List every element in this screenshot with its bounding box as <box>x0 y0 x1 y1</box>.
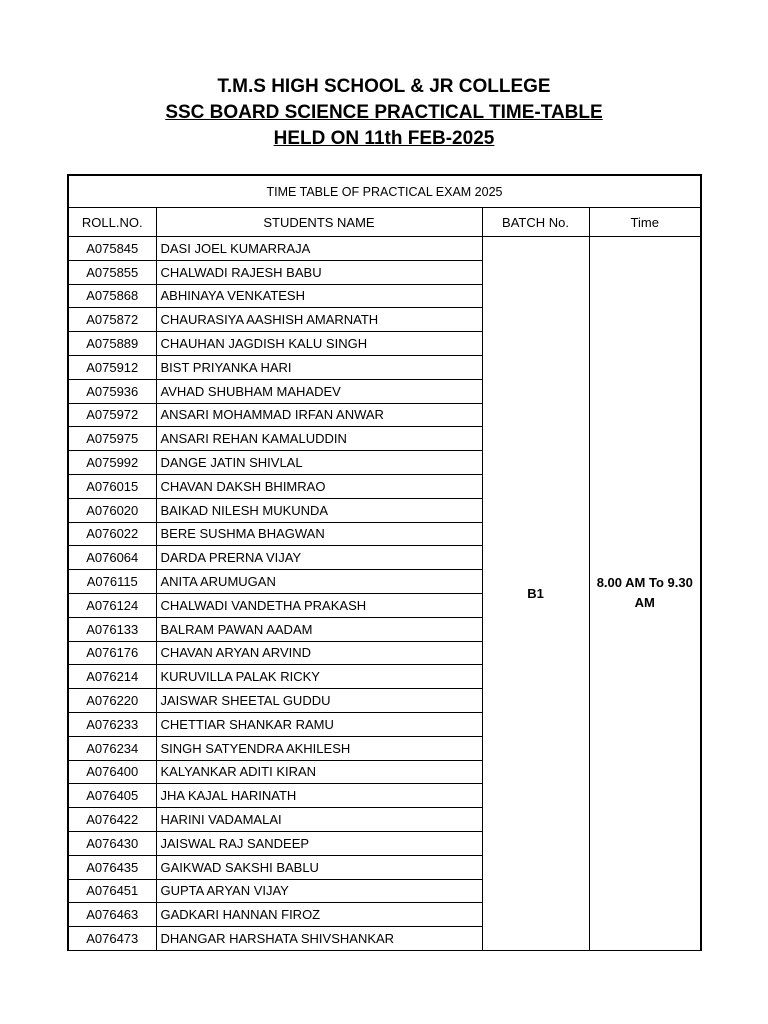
column-header-roll: ROLL.NO. <box>68 208 156 237</box>
student-name-cell: GAIKWAD SAKSHI BABLU <box>156 855 482 879</box>
roll-number-cell: A076405 <box>68 784 156 808</box>
roll-number-cell: A075868 <box>68 284 156 308</box>
roll-number-cell: A076133 <box>68 617 156 641</box>
student-name-cell: BALRAM PAWAN AADAM <box>156 617 482 641</box>
roll-number-cell: A076234 <box>68 736 156 760</box>
student-name-cell: JHA KAJAL HARINATH <box>156 784 482 808</box>
student-name-cell: ANITA ARUMUGAN <box>156 570 482 594</box>
student-name-cell: DASI JOEL KUMARRAJA <box>156 237 482 261</box>
roll-number-cell: A075889 <box>68 332 156 356</box>
roll-number-cell: A075936 <box>68 379 156 403</box>
student-name-cell: KURUVILLA PALAK RICKY <box>156 665 482 689</box>
student-name-cell: JAISWAR SHEETAL GUDDU <box>156 689 482 713</box>
student-name-cell: GUPTA ARYAN VIJAY <box>156 879 482 903</box>
document-header <box>0 74 768 152</box>
roll-number-cell: A076176 <box>68 641 156 665</box>
roll-number-cell: A076400 <box>68 760 156 784</box>
student-name-cell: CHAVAN ARYAN ARVIND <box>156 641 482 665</box>
roll-number-cell: A075975 <box>68 427 156 451</box>
student-name-cell: AVHAD SHUBHAM MAHADEV <box>156 379 482 403</box>
student-name-cell: SINGH SATYENDRA AKHILESH <box>156 736 482 760</box>
student-name-cell: DARDA PRERNA VIJAY <box>156 546 482 570</box>
student-name-cell: HARINI VADAMALAI <box>156 808 482 832</box>
student-name-cell: CHAUHAN JAGDISH KALU SINGH <box>156 332 482 356</box>
student-name-cell: ABHINAYA VENKATESH <box>156 284 482 308</box>
student-name-cell: KALYANKAR ADITI KIRAN <box>156 760 482 784</box>
column-header-name: STUDENTS NAME <box>156 208 482 237</box>
exam-date: HELD ON 11th FEB-2025 <box>273 128 495 149</box>
roll-number-cell: A076220 <box>68 689 156 713</box>
table-body <box>68 237 701 951</box>
roll-number-cell: A075855 <box>68 260 156 284</box>
student-name-cell: DANGE JATIN SHIVLAL <box>156 451 482 475</box>
roll-number-cell: A076214 <box>68 665 156 689</box>
timetable-container <box>67 174 700 951</box>
roll-number-cell: A075912 <box>68 355 156 379</box>
roll-number-cell: A076020 <box>68 498 156 522</box>
table-caption: TIME TABLE OF PRACTICAL EXAM 2025 <box>68 175 701 208</box>
table-row <box>68 237 701 261</box>
roll-number-cell: A076435 <box>68 855 156 879</box>
roll-number-cell: A075872 <box>68 308 156 332</box>
roll-number-cell: A075845 <box>68 237 156 261</box>
batch-cell: B1 <box>482 237 589 951</box>
student-name-cell: CHETTIAR SHANKAR RAMU <box>156 712 482 736</box>
student-name-cell: BAIKAD NILESH MUKUNDA <box>156 498 482 522</box>
student-name-cell: BERE SUSHMA BHAGWAN <box>156 522 482 546</box>
time-cell: 8.00 AM To 9.30 AM <box>589 237 701 951</box>
roll-number-cell: A076463 <box>68 903 156 927</box>
student-name-cell: JAISWAL RAJ SANDEEP <box>156 831 482 855</box>
student-name-cell: CHALWADI VANDETHA PRAKASH <box>156 593 482 617</box>
student-name-cell: CHAURASIYA AASHISH AMARNATH <box>156 308 482 332</box>
roll-number-cell: A076430 <box>68 831 156 855</box>
roll-number-cell: A076473 <box>68 927 156 951</box>
student-name-cell: ANSARI MOHAMMAD IRFAN ANWAR <box>156 403 482 427</box>
school-name: T.M.S HIGH SCHOOL & JR COLLEGE <box>217 76 551 97</box>
student-name-cell: GADKARI HANNAN FIROZ <box>156 903 482 927</box>
timetable <box>67 174 702 951</box>
column-header-time: Time <box>589 208 701 237</box>
roll-number-cell: A076022 <box>68 522 156 546</box>
roll-number-cell: A076422 <box>68 808 156 832</box>
student-name-cell: CHAVAN DAKSH BHIMRAO <box>156 474 482 498</box>
roll-number-cell: A076124 <box>68 593 156 617</box>
student-name-cell: CHALWADI RAJESH BABU <box>156 260 482 284</box>
roll-number-cell: A076451 <box>68 879 156 903</box>
roll-number-cell: A075992 <box>68 451 156 475</box>
roll-number-cell: A076064 <box>68 546 156 570</box>
roll-number-cell: A076233 <box>68 712 156 736</box>
timetable-title: SSC BOARD SCIENCE PRACTICAL TIME-TABLE <box>165 102 603 123</box>
roll-number-cell: A075972 <box>68 403 156 427</box>
roll-number-cell: A076115 <box>68 570 156 594</box>
student-name-cell: DHANGAR HARSHATA SHIVSHANKAR <box>156 927 482 951</box>
roll-number-cell: A076015 <box>68 474 156 498</box>
student-name-cell: ANSARI REHAN KAMALUDDIN <box>156 427 482 451</box>
column-header-batch: BATCH No. <box>482 208 589 237</box>
student-name-cell: BIST PRIYANKA HARI <box>156 355 482 379</box>
